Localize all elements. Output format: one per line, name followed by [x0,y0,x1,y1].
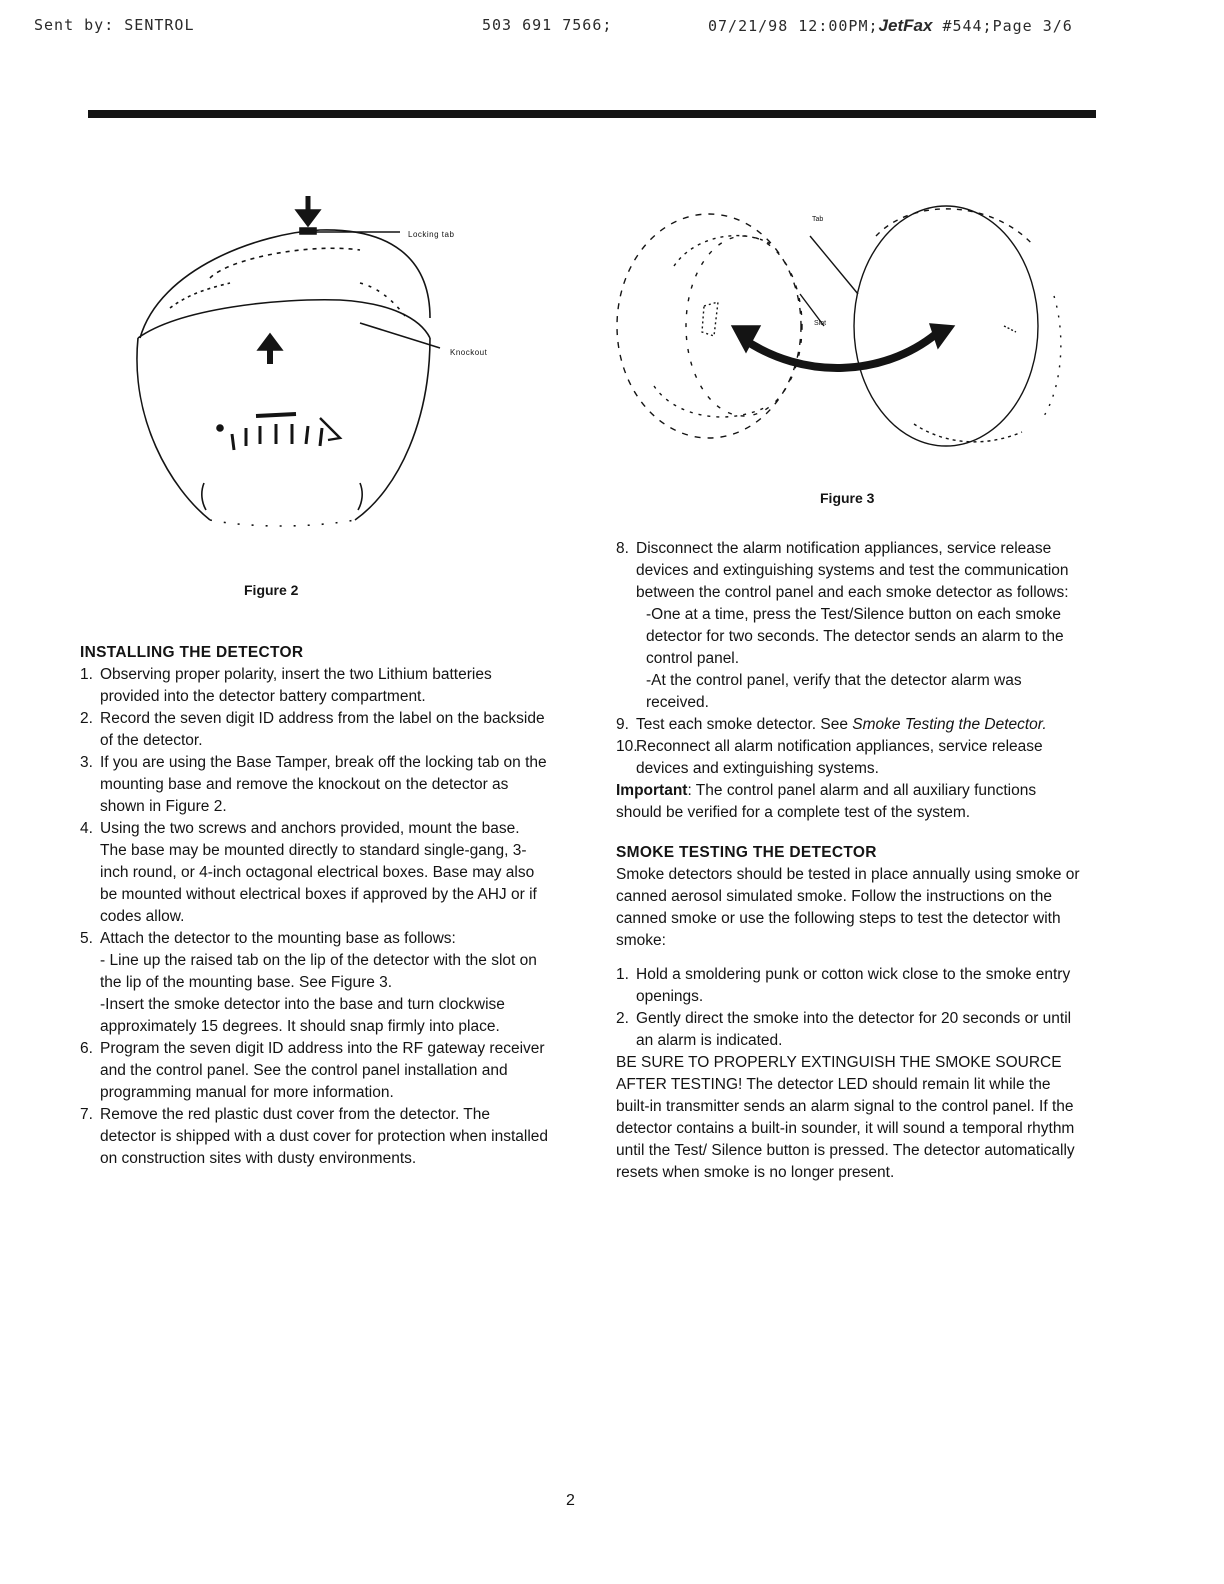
test-step-10: 10. Reconnect all alarm notification appliances, service release devices and extinguishing systems. [616,738,1043,777]
figure-3-illustration [614,176,1084,466]
knockout-label: Knockout [450,348,488,357]
fax-page: #544;Page 3/6 [942,17,1073,35]
tab-label: Tab [812,216,824,223]
smoke-testing-heading: SMOKE TESTING THE DETECTOR [616,844,877,861]
install-step-6: 6. Program the seven digit ID address into the RF gateway receiver and the control panel. See the control panel installation and programming manual for more information. [80,1040,545,1101]
arrow-up-icon [258,334,282,350]
testing-section [616,538,1084,1184]
installing-heading: INSTALLING THE DETECTOR [80,644,304,661]
smoke-step-1: 1. Hold a smoldering punk or cotton wick close to the smoke entry openings. [616,966,1071,1005]
install-step-5-sub-2: -Insert the smoke detector into the base and turn clockwise approximately 15 degrees. It should snap firmly into place. [100,996,505,1035]
fax-phone: 503 691 7566; [482,16,613,34]
test-step-8: 8. Disconnect the alarm notification appliances, service release devices and extinguishing systems and test the communication between the control panel and each smoke detector as follows: [616,540,1069,601]
install-step-2: 2. Record the seven digit ID address from the label on the backside of the detector. [80,710,545,749]
vent-slots-icon [232,424,322,450]
header-rule [88,110,1096,118]
install-step-7: 7. Remove the red plastic dust cover from the detector. The detector is shipped with a dust cover for protection when installed on construction sites with dusty environments. [80,1106,549,1167]
test-step-8-sub-2: -At the control panel, verify that the detector alarm was received. [646,672,1022,711]
locking-tab-icon [300,228,316,234]
test-step-8-sub-1: -One at a time, press the Test/Silence button on each smoke detector for two seconds. The detector sends an alarm to the control panel. [646,606,1064,667]
fax-brand-logo: JetFax [878,16,933,35]
fax-datetime-and-page [708,16,1073,36]
install-step-1: 1. Observing proper polarity, insert the two Lithium batteries provided into the detector battery compartment. [80,666,492,705]
smoke-testing-intro: Smoke detectors should be tested in place annually using smoke or canned aerosol simulated smoke. Follow the instructions on the canned smoke or use the following steps to test the detector with smoke: [616,866,1080,949]
base-outline-icon [140,230,430,338]
installing-section [80,642,550,1170]
base-disc-icon [617,214,801,438]
figure-3-caption: Figure 3 [820,490,875,506]
fax-datetime: 07/21/98 12:00PM; [708,17,879,35]
figure-2-caption: Figure 2 [244,582,299,598]
important-note: Important: The control panel alarm and all auxiliary functions should be verified for a complete test of the system. [616,782,1037,821]
locking-tab-label: Locking tab [408,230,455,239]
arrow-down-icon [296,210,320,226]
rotation-arrow-icon [742,334,936,368]
install-step-3: 3. If you are using the Base Tamper, break off the locking tab on the mounting base and remove the knockout on the detector as shown in Figure 2. [80,754,547,815]
install-step-4: 4. Using the two screws and anchors provided, mount the base. The base may be mounted directly to standard single-gang, 3-inch round, or 4-inch octagonal electrical boxes. Base may also be mounted without electrical boxes if approved by the AHJ or if codes allow. [80,820,537,925]
figure-2-illustration [120,188,520,538]
fax-sender: Sent by: SENTROL [34,16,195,34]
page-number: 2 [566,1492,575,1509]
closing-warning: BE SURE TO PROPERLY EXTINGUISH THE SMOKE SOURCE AFTER TESTING! The detector LED should remain lit while the built-in transmitter sends an alarm signal to the control panel. If the detector contains a built-in sounder, it will sound a temporal rhythm until the Test/ Silence button is pressed. The detector automatically resets when smoke is no longer present. [616,1054,1075,1181]
install-step-5-sub-1: - Line up the raised tab on the lip of the detector with the slot on the lip of the mounting base. See Figure 3. [100,952,537,991]
slot-label: Slot [814,320,827,327]
test-step-9: 9. Test each smoke detector. See Smoke Testing the Detector. [616,716,1047,733]
smoke-step-2: 2. Gently direct the smoke into the detector for 20 seconds or until an alarm is indicated. [616,1010,1072,1049]
install-step-5: 5. Attach the detector to the mounting base as follows: [80,930,456,947]
